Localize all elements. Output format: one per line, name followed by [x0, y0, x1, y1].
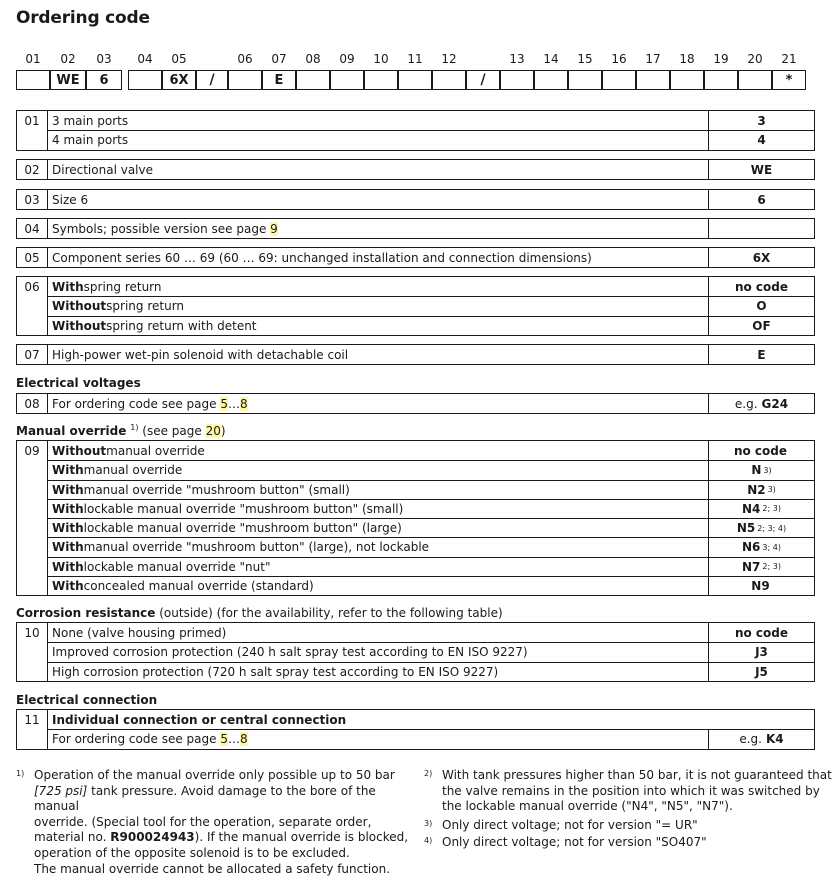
table-row: [48, 576, 814, 595]
position-number: 20: [747, 52, 763, 66]
option-desc: High-power wet-pin solenoid with detachable coil: [52, 347, 349, 362]
position-number: 06: [237, 52, 253, 66]
code-box: [602, 70, 636, 90]
code-box: [128, 70, 162, 90]
option-code: e.g. K4: [708, 730, 814, 748]
code-box: [534, 70, 568, 90]
option-desc: Symbols; possible version see page 9: [52, 221, 278, 236]
table-row: [48, 537, 814, 556]
position-number: 11: [407, 52, 423, 66]
position-number: 12: [441, 52, 457, 66]
option-desc: With lockable manual override "mushroom button" (large): [52, 521, 402, 536]
option-code: N2 3): [708, 481, 814, 499]
position-number: 17: [645, 52, 661, 66]
option-desc: For ordering code see page 5 … 8: [52, 732, 248, 747]
position-number: 05: [171, 52, 187, 66]
footnote-2: 2) With tank pressures higher than 50 bar, it is not guaranteed that the valve remains in the position into which it was switched by the lockable manual override ("N4", "N5", "N7").: [424, 768, 832, 814]
section-heading: Electrical voltages: [16, 376, 141, 390]
position-number: 02: [60, 52, 76, 66]
page-link[interactable]: 5: [220, 396, 228, 411]
option-desc: With manual override: [52, 463, 183, 478]
section-heading: Electrical connection: [16, 693, 158, 707]
position-number: 03: [96, 52, 112, 66]
code-box: [330, 70, 364, 90]
section-heading: Corrosion resistance (outside) (for the availability, refer to the following table): [16, 606, 503, 620]
page-link[interactable]: 5: [220, 732, 228, 747]
position-number: 14: [543, 52, 559, 66]
option-desc: For ordering code see page 5 … 8: [52, 396, 248, 411]
option-code: no code: [708, 623, 814, 642]
option-desc: Without spring return with detent: [52, 318, 257, 333]
code-box: [398, 70, 432, 90]
table-row: [48, 480, 814, 499]
option-desc: With manual override "mushroom button" (small): [52, 482, 350, 497]
table-08: [16, 393, 815, 414]
position-number: 08: [305, 52, 321, 66]
option-desc: Component series 60 … 69 (60 … 69: unchanged installation and connection dimensions): [52, 250, 592, 265]
row-number: 08: [17, 394, 48, 413]
table-05: [16, 247, 815, 268]
table-06: [16, 276, 815, 336]
option-code: e.g. G24: [708, 394, 814, 413]
option-code: N9: [708, 577, 814, 595]
option-desc: Size 6: [52, 192, 89, 207]
row-number: 06: [17, 277, 48, 335]
footnote-3: 3) Only direct voltage; not for version "= UR": [424, 818, 698, 832]
page-link[interactable]: 8: [239, 396, 248, 411]
option-desc: 3 main ports: [52, 113, 129, 128]
position-number: 04: [137, 52, 153, 66]
section-heading: Manual override $^{1)}$ (see page 20): [16, 423, 226, 438]
position-number: 10: [373, 52, 389, 66]
option-desc: Improved corrosion protection (240 h salt spray test according to EN ISO 9227): [52, 645, 528, 660]
option-desc: With lockable manual override "nut": [52, 559, 271, 574]
option-code: J5: [708, 663, 814, 681]
option-desc: With lockable manual override "mushroom button" (small): [52, 501, 404, 516]
table-01: [16, 110, 815, 151]
code-box: [738, 70, 772, 90]
option-desc: With manual override "mushroom button" (large), not lockable: [52, 540, 430, 555]
code-box: [568, 70, 602, 90]
table-09: [16, 440, 815, 596]
option-code: J3: [708, 643, 814, 661]
footnote-4: 4) Only direct voltage; not for version "SO407": [424, 835, 707, 849]
code-box: [670, 70, 704, 90]
code-box: 6: [86, 70, 122, 90]
position-number: 16: [611, 52, 627, 66]
row-number: 09: [17, 441, 48, 595]
table-10: [16, 622, 815, 682]
table-row: [48, 518, 814, 537]
option-desc: 4 main ports: [52, 133, 129, 148]
option-code: N6 3; 4): [708, 538, 814, 556]
option-code: 6: [708, 190, 814, 209]
code-box: [296, 70, 330, 90]
code-separator: /: [466, 70, 500, 90]
option-code: N 3): [708, 461, 814, 479]
option-desc: High corrosion protection (720 h salt spray test according to EN ISO 9227): [52, 664, 499, 679]
option-desc: None (valve housing primed): [52, 625, 227, 640]
code-box: *: [772, 70, 806, 90]
code-box: WE: [50, 70, 86, 90]
option-code: OF: [708, 317, 814, 335]
table-row: [48, 557, 814, 576]
row-number: 11: [17, 710, 48, 749]
option-desc: Directional valve: [52, 162, 153, 177]
option-code: [708, 219, 814, 238]
code-box: [704, 70, 738, 90]
table-row: [48, 460, 814, 479]
table-07: [16, 344, 815, 365]
row-number: 05: [17, 248, 48, 267]
option-desc: Without manual override: [52, 443, 205, 458]
page-link[interactable]: 9: [270, 221, 278, 236]
page-title: Ordering code: [16, 8, 150, 28]
table-11: [16, 709, 815, 750]
code-box: [500, 70, 534, 90]
option-code: WE: [708, 160, 814, 179]
option-code: E: [708, 345, 814, 364]
row-number: 01: [17, 111, 48, 150]
code-separator: /: [196, 70, 228, 90]
option-desc: With concealed manual override (standard): [52, 578, 314, 593]
option-code: N4 2; 3): [708, 500, 814, 518]
code-box: [364, 70, 398, 90]
row-number: 03: [17, 190, 48, 209]
option-code: 3: [708, 111, 814, 130]
option-code: N5 2; 3; 4): [708, 519, 814, 537]
code-box: [16, 70, 50, 90]
row-number: 04: [17, 219, 48, 238]
option-code: no code: [708, 277, 814, 296]
table-03: [16, 189, 815, 210]
footnote-1: 1) Operation of the manual override only possible up to 50 bar [725 psi] tank pressure. Avoid damage to the bore of the manual override. (Special tool for the operation, separate order, material no. R900024943). If the manual override is blocked, operation of the opposite solenoid is to be excluded. The manual override cannot be allocated a safety function.: [16, 768, 409, 876]
position-number: 07: [271, 52, 287, 66]
position-number: 13: [509, 52, 525, 66]
option-desc: Without spring return: [52, 299, 185, 314]
page-link[interactable]: 8: [239, 732, 248, 747]
position-number: 01: [25, 52, 41, 66]
option-code: O: [708, 297, 814, 315]
code-box: [228, 70, 262, 90]
option-code: no code: [708, 441, 814, 460]
code-box: 6X: [162, 70, 196, 90]
position-number: 15: [577, 52, 593, 66]
row-number: 07: [17, 345, 48, 364]
code-box: [432, 70, 466, 90]
row-number: 02: [17, 160, 48, 179]
option-heading: Individual connection or central connection: [52, 712, 347, 727]
position-number: 18: [679, 52, 695, 66]
table-row: [48, 499, 814, 518]
position-number: 21: [781, 52, 797, 66]
option-desc: With spring return: [52, 279, 162, 294]
option-code: N7 2; 3): [708, 558, 814, 576]
code-box: [636, 70, 670, 90]
position-number: 19: [713, 52, 729, 66]
position-number: 09: [339, 52, 355, 66]
table-02: [16, 159, 815, 180]
code-box: E: [262, 70, 296, 90]
page-link[interactable]: 20: [205, 424, 221, 438]
option-code: 6X: [708, 248, 814, 267]
row-number: 10: [17, 623, 48, 681]
option-code: 4: [708, 131, 814, 149]
table-row: [48, 441, 814, 460]
table-04: [16, 218, 815, 239]
